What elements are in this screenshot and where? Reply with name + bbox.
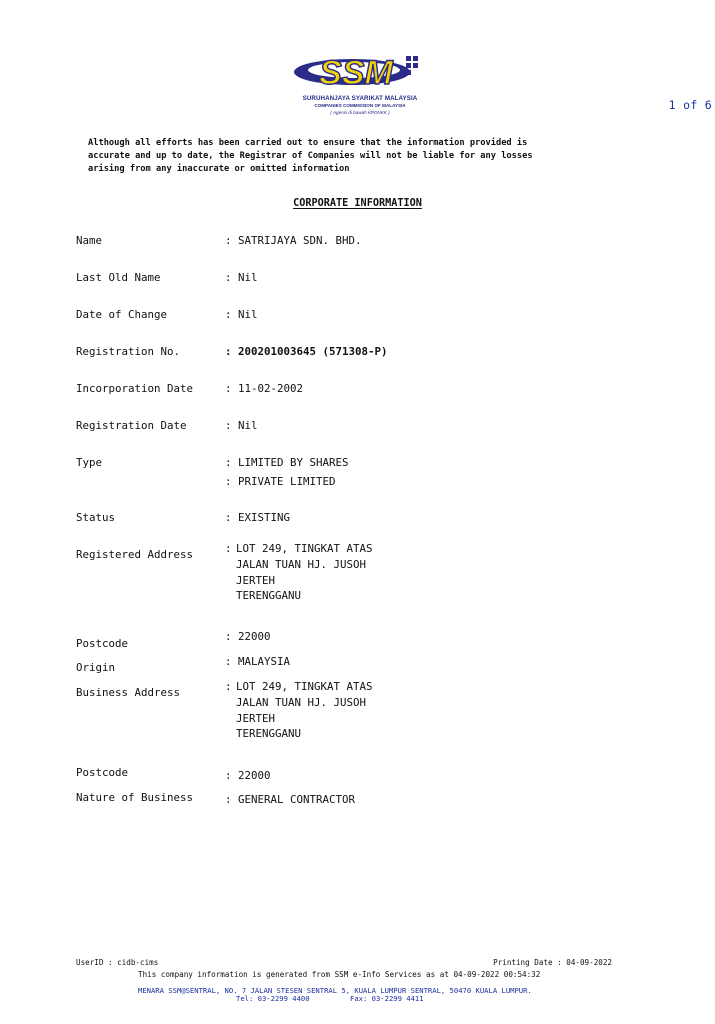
incorporation-date-value: : 11-02-2002 xyxy=(225,382,304,395)
footer-generated-note: This company information is generated from SSM e-Info Services as at 04-09-2022 00:54:32 xyxy=(138,970,541,979)
disclaimer xyxy=(88,137,628,175)
status-label: Status xyxy=(76,511,116,524)
registration-no-label: Registration No. xyxy=(76,345,181,358)
registration-no-value: : 200201003645 (571308-P) xyxy=(225,345,388,358)
registered-address-label: Registered Address xyxy=(76,548,194,561)
nature-of-business-value: : GENERAL CONTRACTOR xyxy=(225,793,356,806)
logo-line-3: ( Agensi di bawah KPDNKK ) xyxy=(330,110,390,115)
postcode-value: : 22000 xyxy=(225,630,271,643)
footer-address: MENARA SSM@SENTRAL, NO. 7 JALAN STESEN SENTRAL 5, KUALA LUMPUR SENTRAL, 50470 KUALA LUMPUR. xyxy=(138,986,532,995)
disclaimer-line: accurate and up to date, the Registrar of Companies will not be liable for any losses xyxy=(88,150,533,161)
postcode-value: : 22000 xyxy=(225,769,271,782)
type-label: Type xyxy=(76,456,103,469)
footer-fax: Fax: 03-2299 4411 xyxy=(350,994,424,1003)
footer-tel: Tel: 03-2299 4400 xyxy=(236,994,310,1003)
disclaimer-line: Although all efforts has been carried out to ensure that the information provided is xyxy=(88,138,528,148)
status-value: : EXISTING xyxy=(225,511,291,524)
page-indicator: 1 of 6 xyxy=(668,98,712,112)
name-label: Name xyxy=(76,234,103,247)
disclaimer-line: arising from any inaccurate or omitted information xyxy=(88,163,350,174)
business-address-label: Business Address xyxy=(76,686,181,699)
address-line: TERENGGANU xyxy=(236,589,302,603)
ssm-logo xyxy=(292,48,428,120)
business-address-value xyxy=(236,679,373,742)
address-line: JALAN TUAN HJ. JUSOH xyxy=(236,695,367,709)
nature-of-business-label: Nature of Business xyxy=(76,791,194,804)
footer-user-id: UserID : cidb-cims xyxy=(76,958,159,967)
address-line: JERTEH xyxy=(236,573,276,587)
address-line: LOT 249, TINGKAT ATAS xyxy=(236,542,373,555)
logo-line-1: SURUHANJAYA SYARIKAT MALAYSIA xyxy=(302,95,418,102)
section-title: CORPORATE INFORMATION xyxy=(293,198,422,209)
logo-text: SSM xyxy=(319,54,393,92)
last-old-name-label: Last Old Name xyxy=(76,271,161,284)
date-of-change-value: : Nil xyxy=(225,308,258,321)
address-line: JALAN TUAN HJ. JUSOH xyxy=(236,557,367,571)
address-line: TERENGGANU xyxy=(236,727,302,741)
registration-date-value: : Nil xyxy=(225,419,258,432)
origin-value: : MALAYSIA xyxy=(225,655,291,668)
footer-printing-date: Printing Date : 04-09-2022 xyxy=(493,958,612,967)
date-of-change-label: Date of Change xyxy=(76,308,168,321)
incorporation-date-label: Incorporation Date xyxy=(76,382,194,395)
registered-address-value xyxy=(236,541,373,604)
registration-date-label: Registration Date xyxy=(76,419,187,432)
type-value-1: : LIMITED BY SHARES xyxy=(225,456,349,469)
name-value: : SATRIJAYA SDN. BHD. xyxy=(225,234,362,247)
last-old-name-value: : Nil xyxy=(225,271,258,284)
registered-address-colon: : xyxy=(225,542,232,555)
type-value-2: : PRIVATE LIMITED xyxy=(225,475,336,488)
ssm-logo-mark xyxy=(292,48,428,94)
logo-line-2: COMPANIES COMMISSION OF MALAYSIA xyxy=(314,103,406,108)
address-line: LOT 249, TINGKAT ATAS xyxy=(236,680,373,693)
address-line: JERTEH xyxy=(236,711,276,725)
postcode-label: Postcode xyxy=(76,766,129,779)
origin-label: Origin xyxy=(76,661,116,674)
business-address-colon: : xyxy=(225,680,232,693)
postcode-label: Postcode xyxy=(76,637,129,650)
